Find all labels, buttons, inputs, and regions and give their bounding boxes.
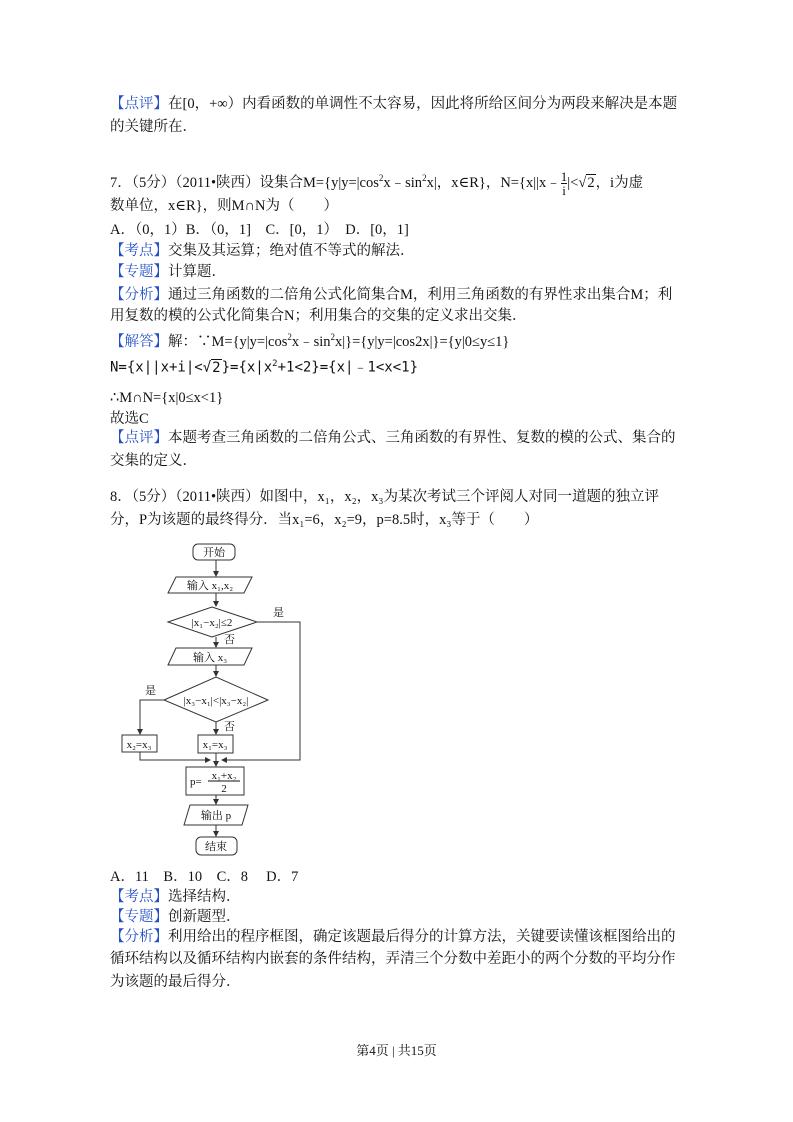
t: 输出 p [200,810,232,822]
label: 【考点】 [110,243,168,259]
t: ，i为虚 [595,174,644,191]
sqrt: 2 [587,174,595,191]
t: |< [567,174,579,191]
q8-stem1: 8．（5分）（2011•陕西）如图中，x₁，x₂，x₃为某次考试三个评阅人对同一道题的独立评 [110,489,659,505]
t: 是 [145,685,156,697]
q7-result: ∴M∩N={x|0≤x<1} [110,390,224,406]
t: }={x|x [221,359,273,376]
t: 2 [221,783,227,795]
q8-fenxi [110,927,676,947]
q8-kaodian [110,887,241,907]
t: x﹣sin [383,174,423,191]
t: 通过三角函数的二倍角公式化简集合M，利用三角函数的有界性求出集合M；利 [168,287,673,303]
q8-fenxi2: 循环结构以及循环结构内嵌套的条件结构，弄清三个分数中差距小的两个分数的平均分作 [110,951,676,967]
q7-options: A．（0，1）B．（0，1] C．[0，1） D．[0，1] [110,222,409,238]
den: i [562,183,566,198]
t: 否 [224,634,235,646]
t: 结束 [205,841,227,853]
q7-n-set: $N=\{x||x+i|<√2\}=\{x|x^2+1<2\}=\{x|﹣1<x<1\}$ [110,359,419,376]
t: |x₃−x₁|<|x₃−x₂| [183,695,249,707]
t: x₁=x₃ [202,739,228,751]
t: 7．（5分）（2011•陕西）设集合M={y|y=|cos [110,174,379,191]
t: 交集及其运算；绝对值不等式的解法． [168,243,415,259]
t: 利用给出的程序框图，确定该题最后得分的计算方法，关键要读懂该框图给出的 [168,929,676,945]
t: 开始 [203,547,225,559]
q7-stem2: 数单位，x∈R}，则M∩N为（ ） [110,198,338,214]
label: 【分析】 [110,929,168,945]
t: 选择结构． [168,889,241,905]
q7-stem: 7．（5分）（2011•陕西）设集合$M=\{y|y=|\cos^2x﹣\sin^2x|$，x∈R}，N={x||x﹣ $\frac{1}{i}$ |<√2，i为虚 [110,169,644,198]
text: 在[0，+∞）内看函数的单调性不太容易，因此将所给区间分为两段来解决是本题 [168,96,678,112]
num: 1 [560,169,568,184]
t: 解：∵M={y|y=|cos [168,333,288,350]
q7-answer: 故选C [110,411,149,427]
sqrt: 2 [212,359,221,376]
t: x₁+x₂ [211,770,237,782]
t: 本题考查三角函数的二倍角公式、三角函数的有界性、复数的模的公式、集合的 [168,430,676,446]
q7-jieda: 【解答】解：$\because M=\{y|y=|\cos^2x﹣\sin^2x|\}=\{y|y=|\cos 2x|\}=\{y|0\le y\le 1\}$ [110,332,510,350]
q8-stem2: 分，P为该题的最终得分．当x₁=6，x₂=9，p=8.5时，x₃等于（ ） [110,512,539,528]
t: p= [190,776,202,788]
t: 创新题型． [168,909,241,925]
q8-fenxi3: 为该题的最后得分． [110,974,241,990]
t: x₂=x₃ [126,739,152,751]
label: 【点评】 [110,430,168,446]
page-footer: 第4页 | 共15页 [356,1043,437,1058]
label: 【专题】 [110,909,168,925]
label: 【解答】 [110,333,168,350]
q7-fenxi2: 用复数的模的公式化简集合N；利用集合的交集的定义求出交集． [110,308,527,324]
t: 计算题． [168,264,226,280]
prev-comment-line2: 的关键所在． [110,119,197,135]
q7-dianping2: 交集的定义． [110,453,197,469]
t: N={x||x+i|< [110,359,203,376]
t: +1<2}={x|﹣1<x<1} [277,359,419,376]
label: 【分析】 [110,287,168,303]
t: 否 [224,721,235,733]
t: 是 [273,607,284,619]
t: 输入 x₁,x₂ [186,580,234,592]
label-dianping: 【点评】 [110,96,168,112]
label: 【考点】 [110,889,168,905]
q8-zhuanti [110,907,241,927]
t: x﹣sin [291,333,331,350]
label: 【专题】 [110,264,168,280]
t: x|，x∈R}，N={x||x﹣ [426,174,561,191]
q8-options: A．11 B．10 C．8 D．7 [110,869,299,885]
t: |x₁−x₂|≤2 [191,617,233,629]
t: 输入 x₃ [192,652,228,664]
t: x|}={y|y=|cos2x|}={y|0≤y≤1} [335,333,510,350]
